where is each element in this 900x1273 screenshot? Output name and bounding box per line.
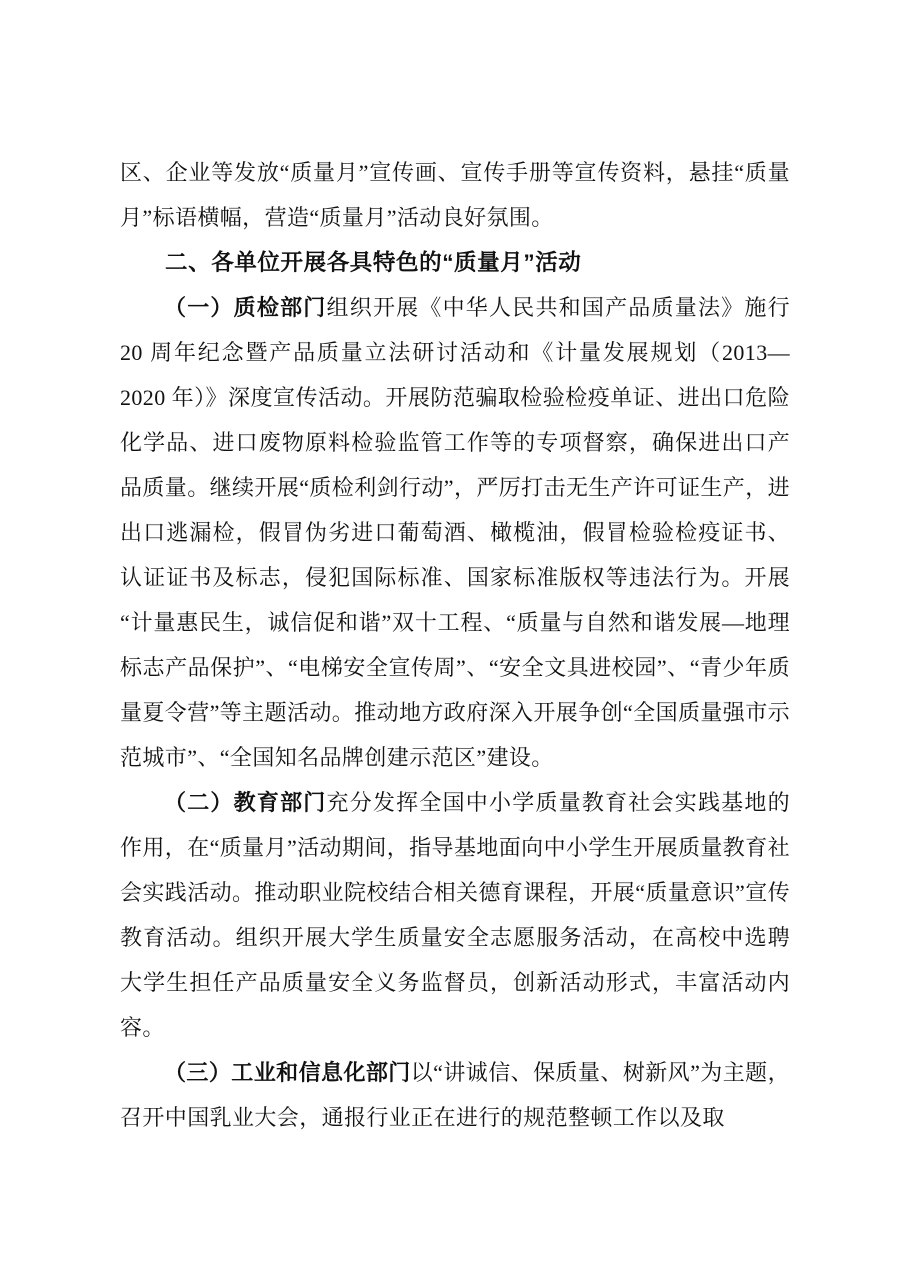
document-content <box>120 150 790 1140</box>
paragraph-item-3-text: 以“讲诚信、保质量、树新风”为主题，召开中国乳业大会，通报行业正在进行的规范整顿工作以及取 <box>120 1060 791 1130</box>
paragraph-continuation: 区、企业等发放“质量月”宣传画、宣传手册等宣传资料，悬挂“质量月”标语横幅，营造“质量月”活动良好氛围。 <box>120 160 790 230</box>
paragraph-item-2-text: 充分发挥全国中小学质量教育社会实践基地的作用，在“质量月”活动期间，指导基地面向中小学生开展质量教育社会实践活动。推动职业院校结合相关德育课程，开展“质量意识”宣传教育活动。组织开展大学生质量安全志愿服务活动，在高校中选聘大学生担任产品质量安全义务监督员，创新活动形式，丰富活动内容。 <box>120 790 790 1040</box>
paragraph-item-3-lead: （三）工业和信息化部门 <box>164 1060 411 1085</box>
paragraph-item-1-text: 组织开展《中华人民共和国产品质量法》施行20 周年纪念暨产品质量立法研讨活动和《计量发展规划（2013—2020 年）》深度宣传活动。开展防范骗取检验检疫单证、进出口危险化学品、进口废物原料检验监管工作等的专项督察，确保进出口产品质量。继续开展“质检利剑行动”，严厉打击无生产许可证生产，进出口逃漏检，假冒伪劣进口葡萄酒、橄榄油，假冒检验检疫证书、认证证书及标志，侵犯国际标准、国家标准版权等违法行为。开展“计量惠民生，诚信促和谐”双十工程、“质量与自然和谐发展—地理标志产品保护”、“电梯安全宣传周”、“安全文具进校园”、“青少年质量夏令营”等主题活动。推动地方政府深入开展争创“全国质量强市示范城市”、“全国知名品牌创建示范区”建设。 <box>120 295 790 770</box>
paragraph-item-1-lead: （一）质检部门 <box>164 295 327 320</box>
paragraph-item-2-lead: （二）教育部门 <box>164 790 327 815</box>
section-heading-2: 二、各单位开展各具特色的“质量月”活动 <box>165 250 582 275</box>
paragraph-item-1 <box>120 285 790 780</box>
paragraph-item-3 <box>120 1050 790 1140</box>
paragraph-item-2 <box>120 780 790 1050</box>
